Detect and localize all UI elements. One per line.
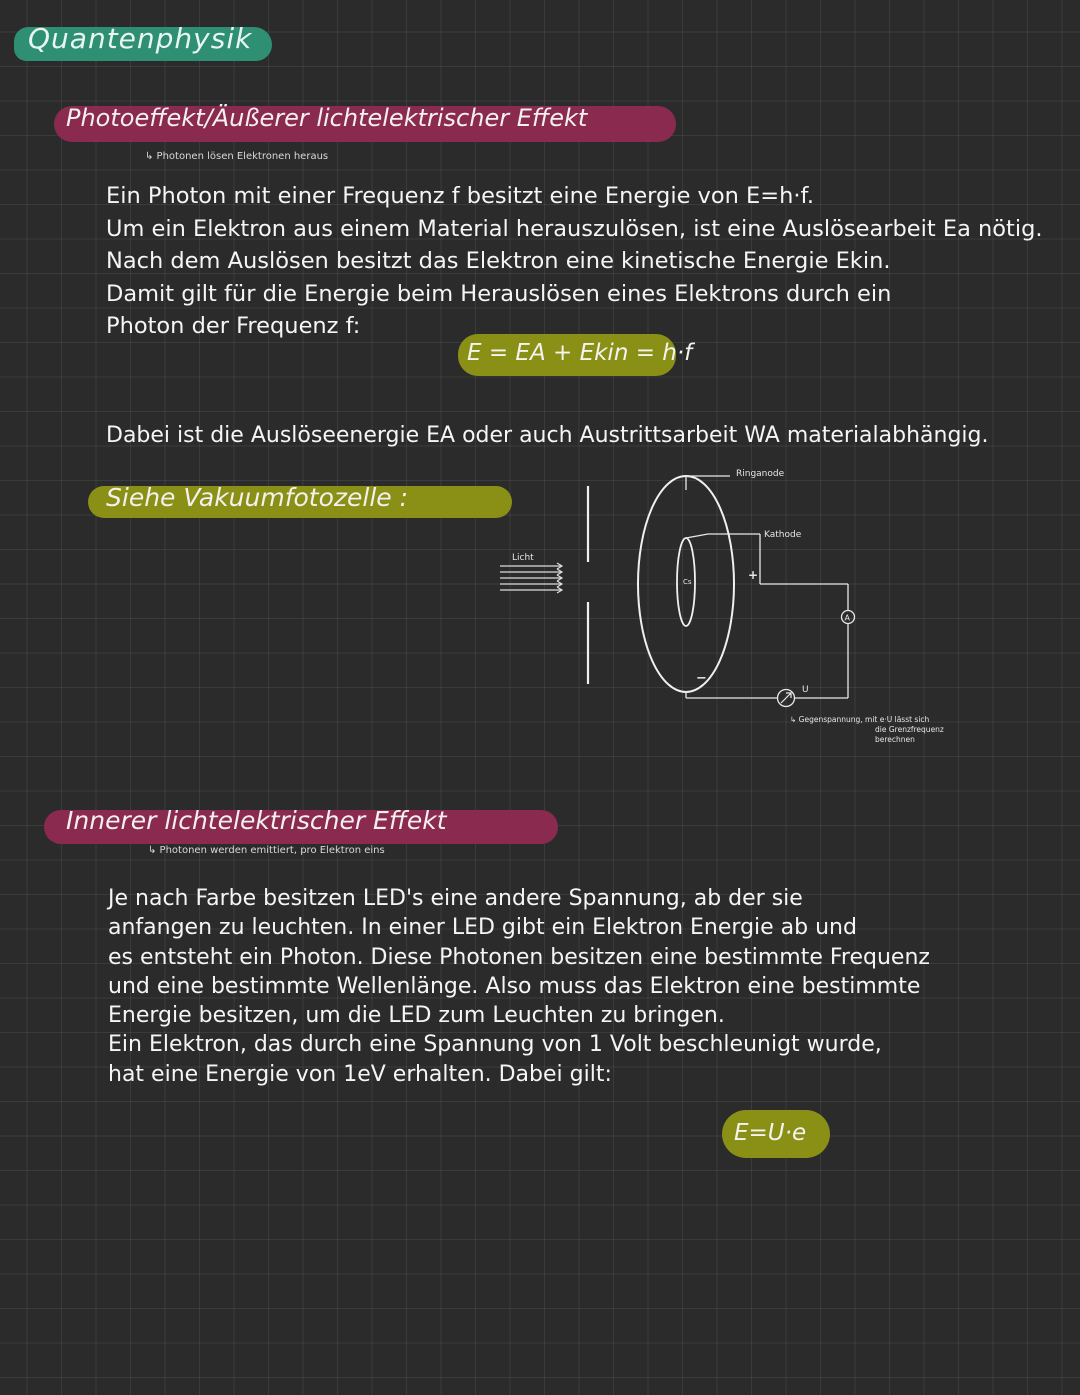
formula-photoeffekt: E = EA + Ekin = h·f: [467, 340, 693, 366]
innerer-paragraph: [108, 884, 930, 1089]
innerer-line-5: Energie besitzen, um die LED zum Leuchten zu bringen.: [108, 1003, 725, 1029]
photoeffekt-heading: Photoeffekt/Äußerer lichtelektrischer Effekt: [66, 104, 588, 132]
material-line: Dabei ist die Auslöseenergie EA oder auch Austrittsarbeit WA materialabhängig.: [106, 423, 989, 448]
kathode-label: Kathode: [764, 530, 802, 540]
innerer-line-4: und eine bestimmte Wellenlänge. Also muss das Elektron eine bestimmte: [108, 973, 921, 999]
diagram-note-line-2: die Grenzfrequenz: [875, 725, 944, 734]
light-arrows: [500, 563, 562, 593]
formula-innerer: E=U·e: [734, 1120, 807, 1146]
innerer-note: ↳ Photonen werden emittiert, pro Elektron eins: [148, 845, 385, 856]
plus-sign: +: [748, 568, 759, 582]
siehe-vakuumfotozelle: Siehe Vakuumfotozelle :: [106, 483, 409, 512]
photoeffekt-line-4: Damit gilt für die Energie beim Herauslösen eines Elektrons durch ein: [106, 280, 892, 307]
photoeffekt-paragraph: [106, 180, 1043, 343]
page-title: Quantenphysik: [28, 22, 253, 55]
innerer-line-3: es entsteht ein Photon. Diese Photonen besitzen eine bestimmte Frequenz: [108, 944, 930, 970]
photoeffekt-line-1: Ein Photon mit einer Frequenz f besitzt eine Energie von E=h·f.: [106, 183, 814, 209]
circuit-wires: [686, 476, 848, 698]
u-label: U: [802, 685, 809, 695]
photoeffekt-note: ↳ Photonen lösen Elektronen heraus: [145, 151, 329, 162]
diagram-note-line-1: ↳ Gegenspannung, mit e·U lässt sich: [790, 715, 930, 724]
innerer-line-1: Je nach Farbe besitzen LED's eine andere Spannung, ab der sie: [108, 886, 803, 911]
innerer-line-2: anfangen zu leuchten. In einer LED gibt ein Elektron Energie ab und: [108, 915, 857, 941]
photoeffekt-line-5: Photon der Frequenz f:: [106, 313, 361, 339]
ringanode-label: Ringanode: [736, 469, 785, 479]
diagram-note-line-3: berechnen: [875, 735, 915, 744]
vakuumfotozelle-diagram: [490, 462, 970, 752]
licht-label: Licht: [512, 553, 534, 563]
photoeffekt-line-2: Um ein Elektron aus einem Material herauszulösen, ist eine Auslösearbeit Ea nötig.: [106, 215, 1043, 242]
photoeffekt-line-3: Nach dem Auslösen besitzt das Elektron eine kinetische Energie Ekin.: [106, 248, 891, 274]
cs-label: Cs: [683, 578, 692, 586]
innerer-line-6: Ein Elektron, das durch eine Spannung von 1 Volt beschleunigt wurde,: [108, 1032, 882, 1058]
ammeter-label: A: [844, 613, 850, 623]
innerer-heading: Innerer lichtelektrischer Effekt: [66, 806, 447, 835]
innerer-line-7: hat eine Energie von 1eV erhalten. Dabei gilt:: [108, 1061, 612, 1087]
voltage-arrow: [781, 693, 791, 703]
minus-sign: −: [696, 671, 707, 686]
